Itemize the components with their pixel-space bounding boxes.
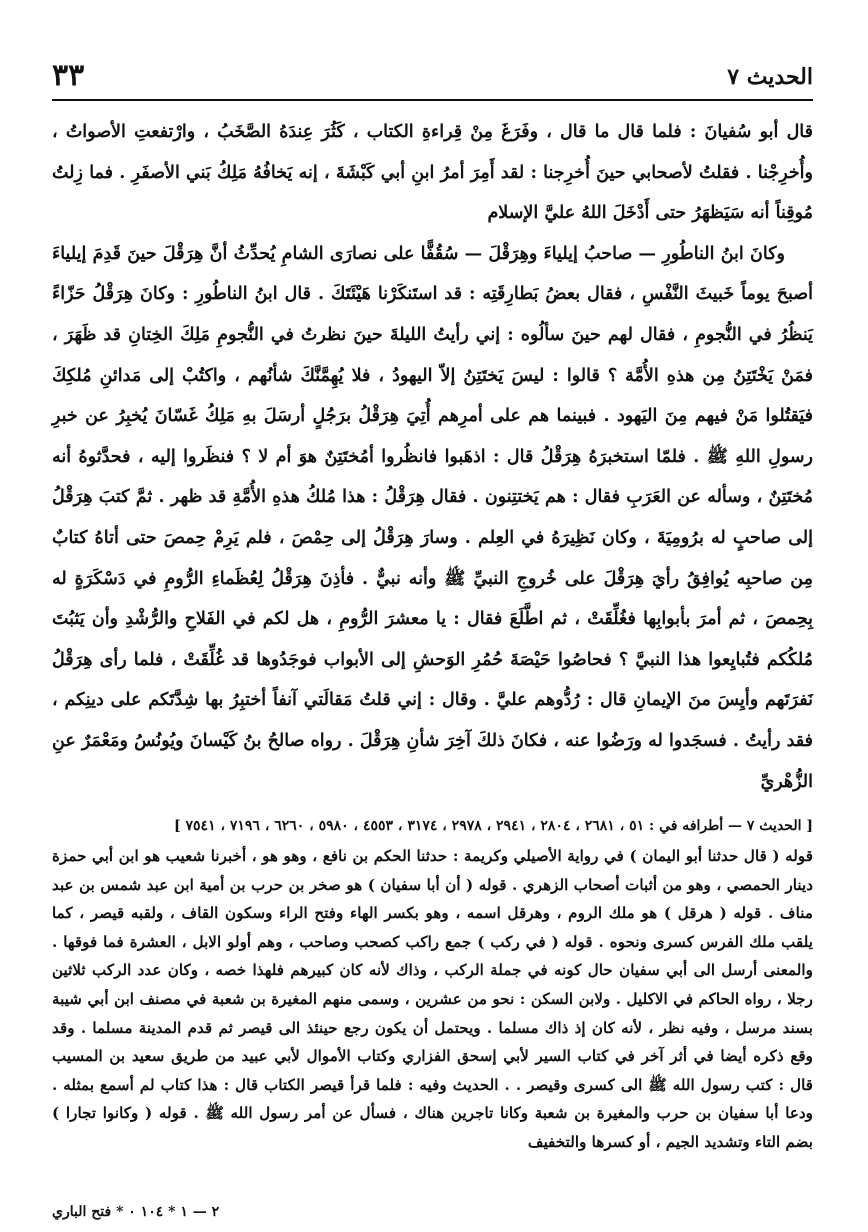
hadith-paragraph-1: قال أبو سُفيانَ : فلما قال ما قال ، وفَرَغَ مِنْ قِراءةِ الكتاب ، كَثُرَ عِندَهُ الصَّخَبُ ، وارْتفعتِ الأصواتُ ، وأُخرِجْنا . فقلتُ لأصحابي حينَ أُخرِجنا : لقد أَمِرَ أمرُ ابنِ أبي كَبْشَةَ ، إنه يَخافُهُ مَلِكُ بَني الأصفَرِ . فما زِلتُ مُوقِناً أنه سَيَظهَرُ حتى أَدْخَلَ اللهُ عليَّ الإسلام xyxy=(52,122,813,224)
hadith-number-label: الحديث ٧ xyxy=(727,64,813,90)
commentary xyxy=(52,842,813,1157)
header-rule xyxy=(52,99,813,101)
hadith-text xyxy=(52,112,813,802)
page-number: ٣٣ xyxy=(52,58,85,93)
printer-signature: ٢ — ١ * ١٠٤ ٠ * فتح الباري xyxy=(52,1204,220,1220)
cross-references: [ الحديث ٧ — أطرافه في : ٥١ ، ٢٦٨١ ، ٢٨٠٤ ، ٢٩٤١ ، ٢٩٧٨ ، ٣١٧٤ ، ٤٥٥٣ ، ٥٩٨٠ ، ٦٢٦٠ ، ٧١٩٦ ، ٧٥٤١ ] xyxy=(174,818,813,834)
hadith-paragraph-2: وكانَ ابنُ الناطُورِ — صاحبُ إيلياءَ وهِرَقْلَ — سُقُفًّا على نصارَى الشامِ يُحدِّثُ أنَّ هِرَقْلَ حينَ قَدِمَ إيلياءَ أصبحَ يوماً خَبيثَ النَّفْسِ ، فقال بعضُ بَطارِقَتِه : قد استَنكَرْنا هَيْئَتَكَ . قال ابنُ الناطُورِ : وكانَ هِرَقْلُ حَزّاءً يَنظُرُ في النُّجومِ ، فقال لهم حينَ سألُوه : إني رأيتُ الليلةَ حينَ نظرتُ في النُّجومِ مَلِكَ الخِتانِ قد ظَهَرَ ، فمَنْ يَخْتَتِنُ مِن هذهِ الأُمَّة ؟ قالوا : ليسَ يَختَتِنُ إلاّ اليهودُ ، فلا يُهِمَّنَّكَ شأنُهم ، واكتُبْ إلى مَدائنِ مُلكِكَ فيَقتُلوا مَنْ فيهم مِنَ اليَهود . فبينما هم على أمرِهم أُتِيَ هِرَقْلُ برَجُلٍ أرسَلَ بهِ مَلِكُ غَسّانَ يُخبِرُ عن خبرِ رسولِ اللهِ ﷺ . فلمّا استخبرَهُ هِرَقْلُ قال : اذهَبوا فانظُروا أمُختَتِنٌ هوَ أم لا ؟ فنظَروا إليه ، فحدَّثوهُ أنه مُختَتِنٌ ، وسأله عن العَرَبِ فقال : هم يَختتِنون . فقال هِرَقْلُ : هذا مُلكُ هذهِ الأُمَّةِ قد ظهر . ثمَّ كتبَ هِرَقْلُ إلى صاحبٍ له برُومِيَةَ ، وكان نَظِيرَهُ في العِلم . وسارَ هِرَقْلُ إلى حِمْصَ ، فلم يَرِمْ حِمصَ حتى أتاهُ كتابٌ مِن صاحبِه يُوافِقُ رأيَ هِرَقْلَ على خُروجِ النبيِّ ﷺ وأنه نبيٌّ . فأذِنَ هِرَقْلُ لِعُظَماءِ الرُّومِ في دَسْكَرَةٍ له بِحِمصَ ، ثم أمرَ بأبوابِها فغُلِّقَتْ ، ثم اطَّلَعَ فقال : يا معشرَ الرُّومِ ، هل لكم في الفَلاحِ والرُّشْدِ وأن يَثبُتَ مُلكُكم فتُبايِعوا هذا النبيَّ ؟ فحاصُوا حَيْصَةَ حُمُرِ الوَحشِ إلى الأبواب فوجَدُوها قد غُلِّقَتْ ، فلما رأى هِرَقْلُ نَفرَتَهم وأيِسَ منَ الإيمانِ قال : رُدُّوهم عليَّ . وقال : إني قلتُ مَقالَتي آنفاً أختبِرُ بها شِدَّتَكم على دينِكم ، فقد رأيتُ . فسجَدوا له ورَضُوا عنه ، فكانَ ذلكَ آخِرَ شأنِ هِرَقْلَ . رواه صالحُ بنُ كَيْسانَ ويُونُسُ ومَعْمَرٌ عنِ الزُّهْريِّ xyxy=(52,243,813,792)
commentary-text: قوله ( قال حدثنا أبو اليمان ) في رواية الأصيلي وكريمة : حدثنا الحكم بن نافع ، وهو هو ، أخبرنا شعيب هو ابن أبي حمزة دينار الحمصي ، وهو من أثبات أصحاب الزهري . قوله ( أن أبا سفيان ) هو صخر بن حرب بن أمية ابن عبد شمس بن عبد مناف . قوله ( هرقل ) هو ملك الروم ، وهرقل اسمه ، وهو بكسر الهاء وفتح الراء وسكون القاف ، ولقبه قيصر ، كما يلقب ملك الفرس كسرى ونحوه . قوله ( في ركب ) جمع راكب كصحب وصاحب ، وهم أولو الابل ، العشرة فما فوقها . والمعنى أرسل الى أبي سفيان حال كونه في جملة الركب ، وذاك لأنه كان كبيرهم فلهذا خصه ، وكان عدد الركب ثلاثين رجلا ، رواه الحاكم في الاكليل . ولابن السكن : نحو من عشرين ، وسمى منهم المغيرة بن شعبة في مصنف ابن أبي شيبة بسند مرسل ، وفيه نظر ، لأنه كان إذ ذاك مسلما . ويحتمل أن يكون رجع حينئذ الى قيصر ثم قدم المدينة مسلما . وقد وقع ذكره أيضا في أثر آخر في كتاب السير لأبي إسحق الفزاري وكتاب الأموال لأبي عبيد من طريق سعيد بن المسيب قال : كتب رسول الله ﷺ الى كسرى وقيصر . . الحديث وفيه : فلما قرأ قيصر الكتاب قال : هذا كتاب لم أسمع بمثله . ودعا أبا سفيان بن حرب والمغيرة بن شعبة وكانا تاجرين هناك ، فسأل عن أمر رسول الله ﷺ . قوله ( وكانوا تجارا ) بضم التاء وتشديد الجيم ، أو كسرها والتخفيف xyxy=(52,847,813,1151)
running-head xyxy=(52,58,813,102)
